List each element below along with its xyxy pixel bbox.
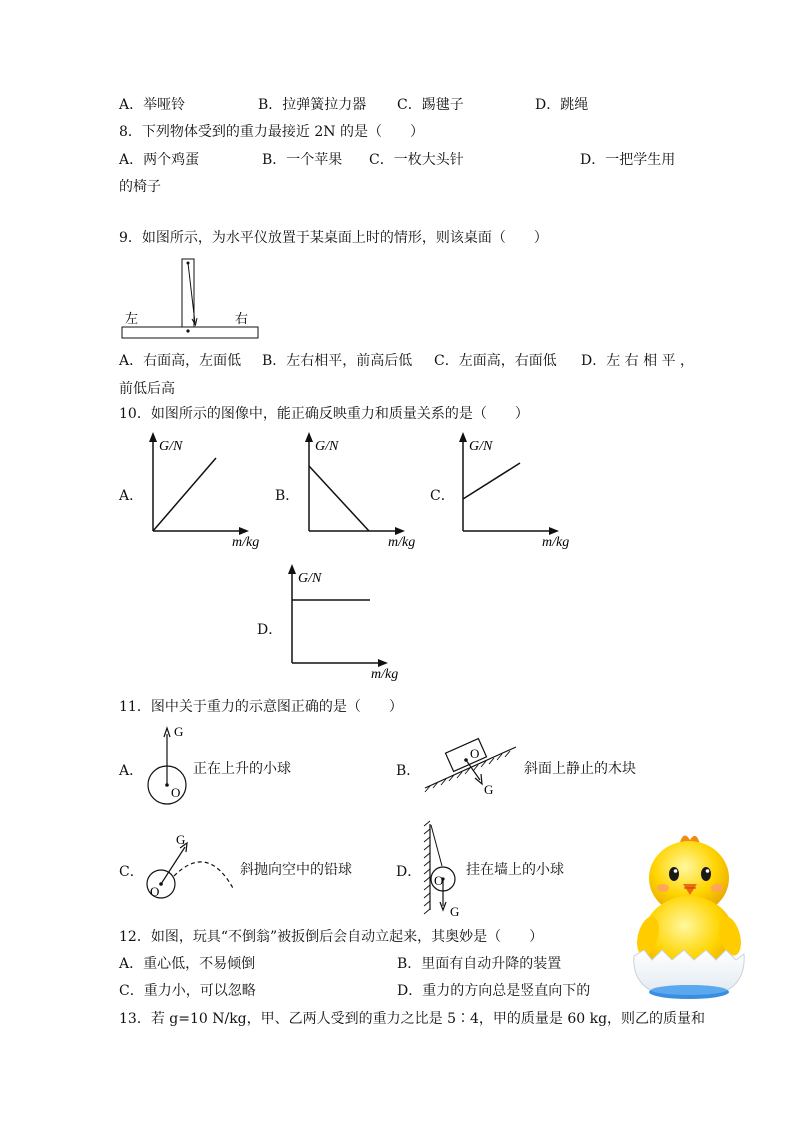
q11-figure-d [418, 822, 468, 920]
q12-option-c: C．重力小，可以忽略 [119, 983, 256, 999]
tumbler-toy-image [628, 832, 750, 1002]
center-label: O [150, 884, 160, 899]
q11-label-a: A． [119, 763, 144, 779]
q10-stem: 10．如图所示的图像中，能正确反映重力和质量关系的是（ ） [119, 406, 529, 422]
q8-stem: 8．下列物体受到的重力最接近 2N 的是（ ） [119, 124, 424, 140]
force-label: G [450, 904, 460, 919]
q7-option-b: B．拉弹簧拉力器 [258, 97, 367, 113]
center-label: O [434, 873, 444, 888]
q12-option-a: A．重心低，不易倾倒 [119, 956, 256, 972]
q10-graph-c [450, 430, 585, 555]
force-label: G [484, 782, 494, 797]
center-label: O [470, 746, 480, 761]
x-axis-label: m/kg [388, 535, 416, 550]
q7-option-c: C．踢毽子 [397, 97, 464, 113]
q12-option-d: D．重力的方向总是竖直向下的 [397, 983, 591, 999]
q11-stem: 11．图中关于重力的示意图正确的是（ ） [119, 699, 403, 715]
graph-a-line [153, 458, 216, 531]
q8-option-a: A．两个鸡蛋 [119, 152, 200, 168]
q11-label-b: B． [396, 763, 421, 779]
q11-desc-d: 挂在墙上的小球 [466, 862, 564, 878]
q9-option-a: A．右面高，左面低 [119, 353, 242, 369]
q10-label-b: B． [275, 488, 300, 504]
fig-left-label: 左 [125, 311, 139, 326]
block [445, 739, 486, 772]
q10-label-a: A． [119, 488, 144, 504]
q13-stem: 13．若 g=10 N/kg，甲、乙两人受到的重力之比是 5∶4，甲的质量是 60 kg，则乙的质量和 [119, 1011, 706, 1027]
q8-option-d: D．一把学生用 [580, 152, 676, 168]
x-axis-label: m/kg [542, 535, 570, 550]
force-label: G [176, 832, 186, 847]
q9-option-d: D．左 右 相 平 ， [581, 353, 695, 369]
y-axis-label: G/N [469, 439, 493, 454]
q11-desc-a: 正在上升的小球 [193, 761, 291, 777]
q9-option-c: C．左面高，右面低 [434, 353, 557, 369]
force-label: G [174, 724, 184, 739]
q9-option-d-continued: 前低后高 [119, 381, 175, 397]
q12-stem: 12．如图，玩具“不倒翁”被扳倒后会自动立起来，其奥妙是（ ） [119, 929, 544, 945]
q10-label-c: C． [430, 488, 455, 504]
y-axis-label: G/N [159, 439, 183, 454]
q7-option-d: D．跳绳 [535, 97, 589, 113]
q9-stem: 9．如图所示，为水平仪放置于某桌面上时的情形，则该桌面（ ） [119, 230, 548, 246]
y-axis-label: G/N [298, 571, 322, 586]
q10-label-d: D． [257, 622, 283, 638]
q8-option-b: B．一个苹果 [262, 152, 343, 168]
q12-option-b: B．里面有自动升降的装置 [397, 956, 562, 972]
q10-graph-d [279, 562, 414, 687]
q9-option-b: B．左右相平，前高后低 [262, 353, 413, 369]
q10-graph-b [296, 430, 431, 555]
q11-label-c: C． [119, 864, 144, 880]
x-axis-label: m/kg [232, 535, 260, 550]
q11-desc-b: 斜面上静止的木块 [524, 761, 636, 777]
q11-figure-a [140, 722, 200, 810]
x-axis-label: m/kg [371, 667, 399, 682]
force-arrow [161, 847, 185, 884]
q11-figure-b [420, 730, 525, 800]
q11-desc-c: 斜抛向空中的铅球 [240, 862, 352, 878]
fig-right-label: 右 [235, 311, 249, 326]
q8-option-d-continued: 的椅子 [119, 179, 161, 195]
q9-level-figure [115, 255, 265, 345]
trajectory [174, 862, 234, 890]
graph-b-line [309, 466, 369, 531]
center-mark [186, 329, 189, 332]
y-axis-label: G/N [315, 439, 339, 454]
string [431, 825, 442, 866]
q11-label-d: D． [396, 864, 422, 880]
q10-graph-a [140, 430, 275, 555]
q8-option-c: C．一枚大头针 [369, 152, 464, 168]
center-label: O [171, 785, 181, 800]
q11-figure-c [140, 828, 240, 900]
graph-c-line [463, 463, 520, 499]
q7-option-a: A．举哑铃 [119, 97, 186, 113]
